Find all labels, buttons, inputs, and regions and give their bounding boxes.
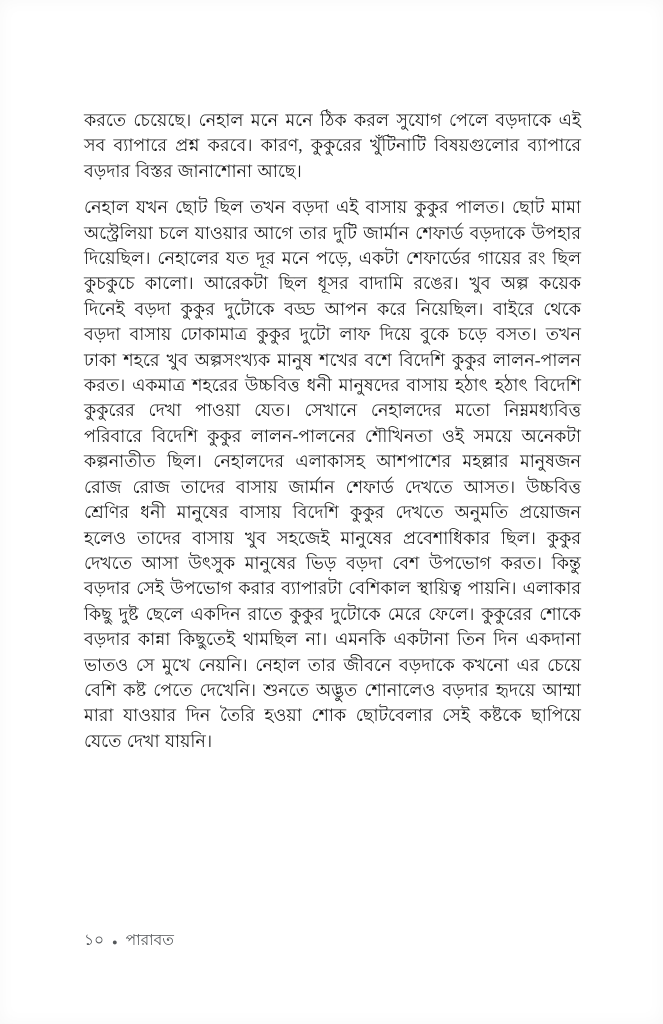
bullet-separator-icon: ● (112, 936, 118, 947)
page-footer (84, 928, 174, 954)
paragraph: করতে চেয়েছে। নেহাল মনে মনে ঠিক করল সুযোগ পেলে বড়দাকে এই সব ব্যাপারে প্রশ্ন করবে। কারণ, কুকুরের খুঁটিনাটি বিষয়গুলোর ব্যাপারে বড়দার বিস্তর জানাশোনা আছে। (84, 110, 581, 181)
page-number: ১০ (84, 932, 105, 949)
paragraph: নেহাল যখন ছোট ছিল তখন বড়দা এই বাসায় কুকুর পালত। ছোট মামা অস্ট্রেলিয়া চলে যাওয়ার আগে তার দুটি জার্মান শেফার্ড বড়দাকে উপহার দিয়েছিল। নেহালের যত দূর মনে পড়ে, একটা শেফার্ডের গায়ের রং ছিল কুচকুচে কালো। আরেকটা ছিল ধূসর বাদামি রঙের। খুব অল্প কয়েক দিনেই বড়দা কুকুর দুটোকে বড্ড আপন করে নিয়েছিল। বাইরে থেকে বড়দা বাসায় ঢোকামাত্র কুকুর দুটো লাফ দিয়ে বুকে চড়ে বসত। তখন ঢাকা শহরে খুব অল্পসংখ্যক মানুষ শখের বশে বিদেশি কুকুর লালন-পালন করত। একমাত্র শহরের উচ্চবিত্ত ধনী মানুষদের বাসায় হঠাৎ হঠাৎ বিদেশি কুকুরের দেখা পাওয়া যেত। সেখানে নেহালদের মতো নিম্নমধ্যবিত্ত পরিবারে বিদেশি কুকুর লালন-পালনের শৌখিনতা ওই সময়ে অনেকটা কল্পনাতীত ছিল। নেহালদের এলাকাসহ আশপাশের মহল্লার মানুষজন রোজ রোজ তাদের বাসায় জার্মান শেফার্ড দেখতে আসত। উচ্চবিত্ত শ্রেণির ধনী মানুষের বাসায় বিদেশি কুকুর দেখতে অনুমতি প্রয়োজন হলেও তাদের বাসায় খুব সহজেই মানুষের প্রবেশাধিকার ছিল। কুকুর দেখতে আসা উৎসুক মানুষের ভিড় বড়দা বেশ উপভোগ করত। কিন্তু বড়দার সেই উপভোগ করার ব্যাপারটা বেশিকাল স্থায়িত্ব পায়নি। এলাকার কিছু দুষ্ট ছেলে একদিন রাতে কুকুর দুটোকে মেরে ফেলে। কুকুরের শোকে বড়দার কান্না কিছুতেই থামছিল না। এমনকি একটানা তিন দিন একদানা ভাতও সে মুখে নেয়নি। নেহাল তার জীবনে বড়দাকে কখনো এর চেয়ে বেশি কষ্ট পেতে দেখেনি। শুনতে অদ্ভুত শোনালেও বড়দার হৃদয়ে আম্মা মারা যাওয়ার দিন তৈরি হওয়া শোক ছোটবেলার সেই কষ্টকে ছাপিয়ে যেতে দেখা যায়নি। (84, 197, 581, 751)
book-title: পারাবত (125, 932, 174, 949)
body-text-block (84, 108, 581, 765)
